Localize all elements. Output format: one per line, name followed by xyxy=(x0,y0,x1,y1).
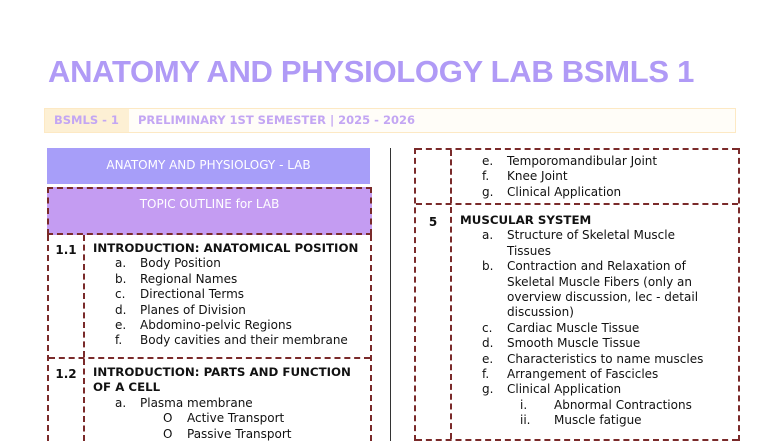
table-row xyxy=(49,359,370,441)
list-item-cont: overview discussion, lec - detail xyxy=(507,290,699,305)
list-item: d. Smooth Muscle Tissue xyxy=(482,336,641,351)
list-item-cont: discussion) xyxy=(507,305,574,320)
row-content xyxy=(460,154,732,200)
list-item-cont: Tissues xyxy=(507,243,552,258)
list-item-cont: Skeletal Muscle Fibers (only an xyxy=(507,274,692,289)
list-item: b. Regional Names xyxy=(115,271,238,286)
list-item: d. Planes of Division xyxy=(115,302,246,317)
row-content xyxy=(460,213,732,429)
topic-outline-title: TOPIC OUTLINE for LAB xyxy=(47,187,372,235)
list-item: g. Clinical Application xyxy=(482,382,622,397)
list-item: e. Abdomino-pelvic Regions xyxy=(115,318,292,333)
list-item: e. Characteristics to name muscles xyxy=(482,351,704,366)
list-item: a. Structure of Skeletal Muscle xyxy=(482,228,675,243)
row-content xyxy=(93,365,364,442)
lab-header: ANATOMY AND PHYSIOLOGY - LAB xyxy=(47,148,370,184)
section-heading: INTRODUCTION: PARTS AND FUNCTION xyxy=(93,365,351,379)
info-bar xyxy=(44,108,736,133)
list-item: g. Clinical Application xyxy=(482,184,622,199)
list-item: e. Temporomandibular Joint xyxy=(482,154,658,168)
table-row xyxy=(416,207,738,441)
list-item: f. Body cavities and their membrane xyxy=(115,333,348,348)
list-item: b. Contraction and Relaxation of xyxy=(482,259,686,274)
section-heading: INTRODUCTION: ANATOMICAL POSITION xyxy=(93,241,359,255)
list-item: f. Arrangement of Fascicles xyxy=(482,367,659,382)
sub-list-item: O Passive Transport xyxy=(163,426,292,441)
list-item: c. Cardiac Muscle Tissue xyxy=(482,320,640,335)
sub-list-item: O Active Transport xyxy=(163,411,285,426)
left-outline-table xyxy=(47,235,372,441)
section-heading-cont: OF A CELL xyxy=(93,380,161,395)
table-row xyxy=(416,148,738,205)
list-item: c. Directional Terms xyxy=(115,287,245,302)
row-content xyxy=(93,241,364,349)
row-number xyxy=(416,150,452,203)
sub-list-item: i. Abnormal Contractions xyxy=(520,397,692,412)
column-divider xyxy=(390,148,391,441)
document-title: ANATOMY AND PHYSIOLOGY LAB BSMLS 1 xyxy=(48,54,695,89)
row-number: 1.1 xyxy=(49,235,85,357)
sub-list-item: ii. Muscle fatigue xyxy=(520,413,642,428)
section-heading: MUSCULAR SYSTEM xyxy=(460,213,592,227)
semester-label: PRELIMINARY 1ST SEMESTER | 2025 - 2026 xyxy=(138,113,415,127)
row-number: 5 xyxy=(416,207,452,439)
table-row xyxy=(49,235,370,359)
row-number: 1.2 xyxy=(49,359,85,441)
list-item: a. Plasma membrane xyxy=(115,395,253,410)
list-item: a. Body Position xyxy=(115,256,221,271)
right-outline-table xyxy=(414,148,740,441)
program-label: BSMLS - 1 xyxy=(45,109,129,132)
list-item: f. Knee Joint xyxy=(482,169,568,184)
